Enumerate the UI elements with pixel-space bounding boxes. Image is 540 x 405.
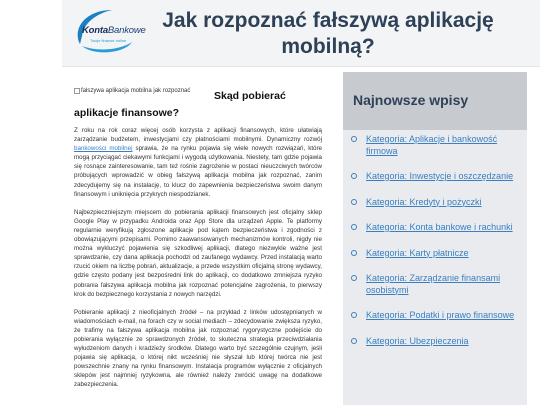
page-title: Jak rozpoznać fałszywą aplikację mobilną? — [162, 9, 494, 58]
circle-bullet-icon — [351, 136, 357, 142]
list-item — [351, 222, 519, 234]
circle-bullet-icon — [351, 224, 357, 230]
category-link[interactable]: Kategoria: Zarządzanie finansami osobistymi — [366, 273, 501, 295]
main-content — [62, 74, 334, 405]
post-body — [62, 116, 334, 390]
logo-wordmark: KontaBankowe — [82, 25, 146, 36]
sidebar — [343, 72, 527, 405]
paragraph: Najbezpieczniejszym miejscem do pobierania aplikacji finansowych jest oficjalny sklep Google Play w przypadku Androida oraz App Store dla urządzeń Apple. Te platformy regularnie weryfikują zgłoszone aplikacje pod kątem bezpieczeństwa i zgodności z obowiązującymi przepisami. Pomimo zaawansowanych mechanizmów kontroli, nigdy nie można wykluczyć pojawienia się szkodliwej aplikacji, dlatego niezwykle ważne jest sprawdzanie, czy dana aplikacja pochodzi od zaufanego wydawcy. Przed instalacją warto rzucić okiem na liczbę pobrań, aktualizacje, a przede wszystkim oficjalną stronę wydawcy, gdzie często podany jest bezpośredni link do aplikacji, co dodatkowo zmniejsza ryzyko pobrania fałszywa aplikacja mobilna jak rozpoznać potencjalne zagrożenia, to pierwszy krok do bezpiecznego korzystania z nowych narzędzi. — [74, 208, 322, 298]
circle-bullet-icon — [351, 250, 357, 256]
list-item — [351, 310, 519, 322]
list-item — [351, 273, 519, 296]
bankowosc-mobilna-link[interactable]: bankowości mobilnej — [74, 145, 133, 153]
post-heading: Skąd pobierać aplikacje finansowe? — [74, 90, 286, 119]
post-image: fałszywa aplikacja mobilna jak rozpoznać — [74, 88, 190, 94]
recent-posts-list — [351, 134, 519, 361]
category-link[interactable]: Kategoria: Podatki i prawo finansowe — [366, 310, 515, 320]
list-item — [351, 248, 519, 260]
category-link[interactable]: Kategoria: Konta bankowe i rachunki — [366, 222, 513, 232]
category-link[interactable]: Kategoria: Inwestycje i oszczędzanie — [366, 171, 514, 181]
category-link[interactable]: Kategoria: Karty płatnicze — [366, 247, 469, 258]
list-item — [351, 171, 519, 183]
list-item — [351, 134, 519, 157]
list-item — [351, 336, 519, 348]
category-link[interactable]: Kategoria: Kredyty i pożyczki — [366, 196, 482, 207]
circle-bullet-icon — [351, 275, 357, 281]
circle-bullet-icon — [351, 173, 357, 179]
circle-bullet-icon — [351, 312, 357, 318]
circle-bullet-icon — [351, 338, 357, 344]
category-link[interactable]: Kategoria: Ubezpieczenia — [366, 335, 469, 346]
paragraph: Z roku na rok coraz więcej osób korzysta z aplikacji finansowych, które ułatwiają zarządzanie budżetem, inwestycjami czy płatnościami mobilnymi. Dynamiczny rozwój bankowości mobilnej sprawia, że na rynku pojawia się wiele nowych rozwiązań, które mogą przyciągać ciekawymi funkcjami i wygodą użytkowania. Niestety, tam gdzie pojawia się rosnące zainteresowanie, tam też rośnie zagrożenie w postaci nieuczciwych twórców próbujących wprowadzić w obieg fałszywą aplikacja mobilna jak rozpoznać, zanim zdecydujemy się na instalację, to klucz do zapewnienia bezpieczeństwa swoim danym finansowym i uniknięcia przykrych niespodzianek. — [74, 127, 322, 198]
circle-bullet-icon — [351, 199, 357, 205]
logo-tagline: Twoje finanse online — [90, 38, 127, 43]
paragraph: Pobieranie aplikacji z nieoficjalnych źródeł – na przykład z linków udostępnianych w wiadomościach e-mail, na forach czy w social mediach – zdecydowanie zwiększa ryzyko, że trafimy na fałszywa aplikacja mobilna jak rozpoznać rygorystyczne podejście do pobierania wyłącznie ze sprawdzonych źródeł, to skuteczna strategia przeciwdziałania wyłudzeniom danych i kradzieży środków. Dlatego warto być szczególnie czujnym, jeśli pojawia się aplikacja, o której nikt wcześniej nie słyszał lub której twórca nie jest powszechnie znany na rynku finansowym. Instalacja programów wyłącznie z oficjalnych sklepów jest najmniej ryzykowna, ale również należy zwrócić uwagę na dodatkowe zabezpieczenia. — [74, 308, 322, 389]
site-logo[interactable] — [72, 6, 152, 56]
category-link[interactable]: Kategoria: Aplikacje i bankowość firmowa — [366, 134, 498, 156]
sidebar-title: Najnowsze wpisy — [343, 72, 527, 130]
list-item — [351, 197, 519, 209]
post-header — [62, 74, 334, 119]
